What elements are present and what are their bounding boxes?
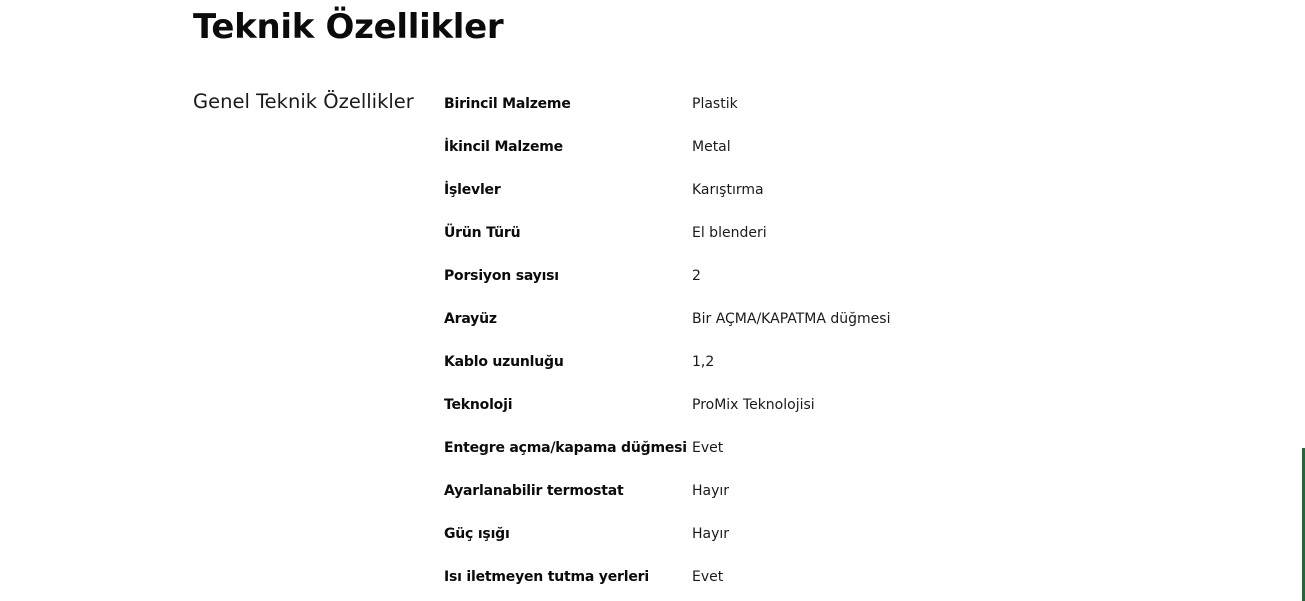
spec-label: Teknoloji: [444, 397, 513, 413]
spec-value: ProMix Teknolojisi: [692, 397, 815, 413]
spec-row: [444, 133, 890, 176]
page-title: Teknik Özellikler: [193, 7, 504, 47]
spec-row: [444, 219, 890, 262]
spec-value: 1,2: [692, 354, 715, 370]
spec-row: [444, 520, 890, 563]
spec-value: Evet: [692, 569, 724, 585]
spec-label: Porsiyon sayısı: [444, 268, 559, 284]
spec-label: Güç ışığı: [444, 526, 510, 542]
spec-label: Arayüz: [444, 311, 497, 327]
spec-row: [444, 391, 890, 434]
spec-label: Kablo uzunluğu: [444, 354, 564, 370]
spec-row: [444, 90, 890, 133]
spec-value: El blenderi: [692, 225, 767, 241]
spec-list: [444, 90, 890, 601]
spec-row: [444, 434, 890, 477]
spec-value: Metal: [692, 139, 731, 155]
spec-label: Entegre açma/kapama düğmesi: [444, 440, 687, 456]
spec-row: [444, 563, 890, 601]
spec-row: [444, 477, 890, 520]
spec-row: [444, 262, 890, 305]
spec-label: Isı iletmeyen tutma yerleri: [444, 569, 649, 585]
spec-label: Ayarlanabilir termostat: [444, 483, 624, 499]
spec-value: Hayır: [692, 483, 730, 499]
spec-row: [444, 348, 890, 391]
spec-value: Plastik: [692, 96, 738, 112]
spec-value: Evet: [692, 440, 724, 456]
spec-row: [444, 176, 890, 219]
spec-value: Hayır: [692, 526, 730, 542]
spec-value: 2: [692, 268, 701, 284]
spec-label: Ürün Türü: [444, 225, 521, 241]
spec-value: Karıştırma: [692, 182, 764, 198]
spec-label: Birincil Malzeme: [444, 96, 571, 112]
spec-label: İşlevler: [444, 182, 501, 198]
spec-label: İkincil Malzeme: [444, 139, 563, 155]
spec-value: Bir AÇMA/KAPATMA düğmesi: [692, 311, 891, 327]
section-title: Genel Teknik Özellikler: [193, 90, 414, 113]
spec-row: [444, 305, 890, 348]
